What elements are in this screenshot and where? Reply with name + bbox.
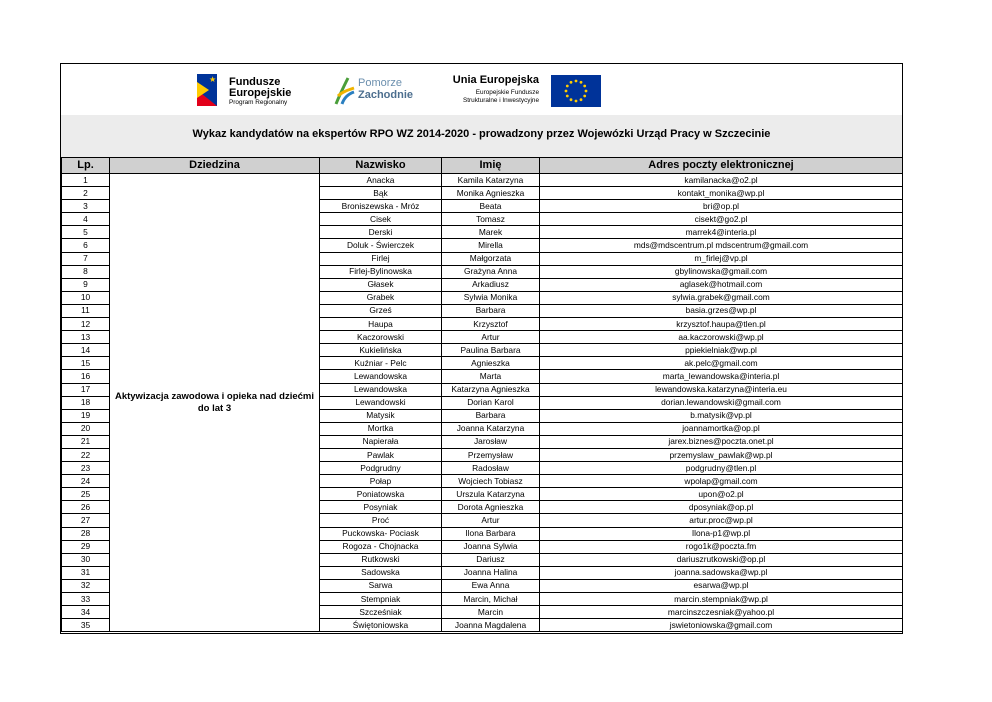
- cell-email: kontakt_monika@wp.pl: [540, 187, 903, 200]
- cell-nazwisko: Haupa: [320, 318, 442, 331]
- pz-logo-line1: Pomorze: [358, 77, 403, 89]
- logo-banner: [61, 64, 902, 116]
- cell-email: bri@op.pl: [540, 200, 903, 213]
- cell-imie: Ewa Anna: [442, 579, 540, 592]
- cell-nazwisko: Grabek: [320, 291, 442, 304]
- cell-email: joanna.sadowska@wp.pl: [540, 566, 903, 579]
- cell-lp: 1: [62, 174, 110, 187]
- cell-imie: Marcin, Michał: [442, 593, 540, 606]
- cell-nazwisko: Puckowska- Pociask: [320, 527, 442, 540]
- cell-nazwisko: Sarwa: [320, 579, 442, 592]
- header-email: Adres poczty elektronicznej: [540, 158, 903, 174]
- cell-lp: 33: [62, 593, 110, 606]
- cell-imie: Joanna Katarzyna: [442, 422, 540, 435]
- cell-lp: 16: [62, 370, 110, 383]
- cell-email: marta_lewandowska@interia.pl: [540, 370, 903, 383]
- header-imie: Imię: [442, 158, 540, 174]
- title-row: [61, 115, 902, 158]
- cell-email: krzysztof.haupa@tlen.pl: [540, 318, 903, 331]
- fundusze-europejskie-logo: [197, 72, 317, 112]
- cell-nazwisko: Lewandowski: [320, 396, 442, 409]
- cell-nazwisko: Lewandowska: [320, 383, 442, 396]
- cell-nazwisko: Rogoza - Chojnacka: [320, 540, 442, 553]
- domain-cell: Aktywizacja zawodowa i opieka nad dziećmi do lat 3: [110, 174, 320, 632]
- cell-nazwisko: Kukielińska: [320, 344, 442, 357]
- cell-nazwisko: Cisek: [320, 213, 442, 226]
- cell-email: jarex.biznes@poczta.onet.pl: [540, 435, 903, 448]
- fe-logo-line3: Program Regionalny: [229, 99, 288, 106]
- cell-lp: 26: [62, 501, 110, 514]
- cell-email: wpolap@gmail.com: [540, 475, 903, 488]
- cell-email: lewandowska.katarzyna@interia.eu: [540, 383, 903, 396]
- cell-imie: Ilona Barbara: [442, 527, 540, 540]
- cell-email: ak.pelc@gmail.com: [540, 357, 903, 370]
- cell-imie: Marta: [442, 370, 540, 383]
- cell-imie: Artur: [442, 331, 540, 344]
- cell-imie: Marek: [442, 226, 540, 239]
- cell-imie: Artur: [442, 514, 540, 527]
- cell-lp: 9: [62, 278, 110, 291]
- cell-nazwisko: Kaczorowski: [320, 331, 442, 344]
- cell-nazwisko: Świętoniowska: [320, 619, 442, 632]
- cell-imie: Sylwia Monika: [442, 291, 540, 304]
- cell-nazwisko: Matysik: [320, 409, 442, 422]
- cell-nazwisko: Głasek: [320, 278, 442, 291]
- cell-email: artur.proc@wp.pl: [540, 514, 903, 527]
- cell-lp: 27: [62, 514, 110, 527]
- fe-emblem-icon: [197, 72, 219, 108]
- cell-imie: Arkadiusz: [442, 278, 540, 291]
- cell-imie: Barbara: [442, 304, 540, 317]
- cell-nazwisko: Anacka: [320, 174, 442, 187]
- cell-lp: 22: [62, 448, 110, 461]
- cell-nazwisko: Lewandowska: [320, 370, 442, 383]
- cell-imie: Paulina Barbara: [442, 344, 540, 357]
- cell-email: przemyslaw_pawlak@wp.pl: [540, 448, 903, 461]
- cell-imie: Dorian Karol: [442, 396, 540, 409]
- cell-nazwisko: Broniszewska - Mróz: [320, 200, 442, 213]
- cell-email: mds@mdscentrum.pl mdscentrum@gmail.com: [540, 239, 903, 252]
- cell-imie: Wojciech Tobiasz: [442, 475, 540, 488]
- cell-lp: 17: [62, 383, 110, 396]
- cell-email: Ilona-p1@wp.pl: [540, 527, 903, 540]
- eu-flag-icon: [551, 75, 601, 107]
- cell-email: esarwa@wp.pl: [540, 579, 903, 592]
- cell-imie: Katarzyna Agnieszka: [442, 383, 540, 396]
- cell-imie: Joanna Halina: [442, 566, 540, 579]
- cell-imie: Przemysław: [442, 448, 540, 461]
- cell-email: aa.kaczorowski@wp.pl: [540, 331, 903, 344]
- cell-nazwisko: Proć: [320, 514, 442, 527]
- cell-imie: Joanna Magdalena: [442, 619, 540, 632]
- cell-imie: Marcin: [442, 606, 540, 619]
- cell-imie: Beata: [442, 200, 540, 213]
- cell-nazwisko: Posyniak: [320, 501, 442, 514]
- cell-nazwisko: Poniatowska: [320, 488, 442, 501]
- cell-email: upon@o2.pl: [540, 488, 903, 501]
- cell-nazwisko: Kuźniar - Pelc: [320, 357, 442, 370]
- cell-lp: 14: [62, 344, 110, 357]
- cell-email: joannamortka@op.pl: [540, 422, 903, 435]
- cell-email: ppiekielniak@wp.pl: [540, 344, 903, 357]
- cell-lp: 4: [62, 213, 110, 226]
- cell-email: marcinszczesniak@yahoo.pl: [540, 606, 903, 619]
- cell-nazwisko: Pawlak: [320, 448, 442, 461]
- cell-lp: 28: [62, 527, 110, 540]
- cell-email: kamilanacka@o2.pl: [540, 174, 903, 187]
- cell-email: podgrudny@tlen.pl: [540, 462, 903, 475]
- cell-email: gbylinowska@gmail.com: [540, 265, 903, 278]
- cell-nazwisko: Firlej: [320, 252, 442, 265]
- pz-logo-line2: Zachodnie: [358, 89, 414, 101]
- cell-lp: 29: [62, 540, 110, 553]
- cell-lp: 15: [62, 357, 110, 370]
- cell-imie: Dariusz: [442, 553, 540, 566]
- cell-nazwisko: Grześ: [320, 304, 442, 317]
- header-dziedzina: Dziedzina: [110, 158, 320, 174]
- svg-text:★: ★: [209, 75, 217, 84]
- cell-nazwisko: Podgrudny: [320, 462, 442, 475]
- cell-nazwisko: Firlej-Bylinowska: [320, 265, 442, 278]
- cell-lp: 32: [62, 579, 110, 592]
- cell-nazwisko: Napierała: [320, 435, 442, 448]
- cell-lp: 7: [62, 252, 110, 265]
- fe-logo-line1: Fundusze: [229, 76, 281, 88]
- header-nazwisko: Nazwisko: [320, 158, 442, 174]
- cell-imie: Grażyna Anna: [442, 265, 540, 278]
- cell-nazwisko: Szcześniak: [320, 606, 442, 619]
- experts-table: [61, 157, 903, 632]
- cell-lp: 3: [62, 200, 110, 213]
- pz-emblem-icon: [334, 76, 356, 106]
- cell-imie: Agnieszka: [442, 357, 540, 370]
- cell-imie: Mirella: [442, 239, 540, 252]
- cell-email: rogo1k@poczta.fm: [540, 540, 903, 553]
- cell-email: sylwia.grabek@gmail.com: [540, 291, 903, 304]
- cell-imie: Dorota Agnieszka: [442, 501, 540, 514]
- cell-imie: Monika Agnieszka: [442, 187, 540, 200]
- cell-imie: Kamila Katarzyna: [442, 174, 540, 187]
- cell-lp: 2: [62, 187, 110, 200]
- cell-lp: 21: [62, 435, 110, 448]
- cell-email: basia.grzes@wp.pl: [540, 304, 903, 317]
- cell-email: jswietoniowska@gmail.com: [540, 619, 903, 632]
- cell-email: dariuszrutkowski@op.pl: [540, 553, 903, 566]
- cell-nazwisko: Derski: [320, 226, 442, 239]
- cell-lp: 20: [62, 422, 110, 435]
- table-row: [62, 174, 903, 187]
- cell-lp: 25: [62, 488, 110, 501]
- cell-lp: 19: [62, 409, 110, 422]
- cell-imie: Krzysztof: [442, 318, 540, 331]
- ue-logo-line1: Unia Europejska: [452, 74, 539, 86]
- cell-lp: 5: [62, 226, 110, 239]
- header-lp: Lp.: [62, 158, 110, 174]
- cell-lp: 10: [62, 291, 110, 304]
- cell-nazwisko: Sadowska: [320, 566, 442, 579]
- cell-lp: 6: [62, 239, 110, 252]
- cell-nazwisko: Rutkowski: [320, 553, 442, 566]
- cell-email: b.matysik@vp.pl: [540, 409, 903, 422]
- cell-lp: 24: [62, 475, 110, 488]
- page-title: Wykaz kandydatów na ekspertów RPO WZ 2014-2020 - prowadzony przez Wojewózki Urząd Pracy w Szczecinie: [192, 128, 771, 140]
- cell-imie: Barbara: [442, 409, 540, 422]
- cell-email: cisekt@go2.pl: [540, 213, 903, 226]
- cell-nazwisko: Stempniak: [320, 593, 442, 606]
- cell-lp: 34: [62, 606, 110, 619]
- cell-imie: Radosław: [442, 462, 540, 475]
- cell-lp: 11: [62, 304, 110, 317]
- cell-nazwisko: Bąk: [320, 187, 442, 200]
- cell-email: dorian.lewandowski@gmail.com: [540, 396, 903, 409]
- cell-email: aglasek@hotmail.com: [540, 278, 903, 291]
- cell-lp: 31: [62, 566, 110, 579]
- cell-imie: Joanna Sylwia: [442, 540, 540, 553]
- cell-imie: Urszula Katarzyna: [442, 488, 540, 501]
- cell-imie: Tomasz: [442, 213, 540, 226]
- ue-logo-line3: Strukturalne i Inwestycyjne: [462, 97, 539, 104]
- cell-email: marrek4@interia.pl: [540, 226, 903, 239]
- cell-lp: 18: [62, 396, 110, 409]
- cell-nazwisko: Mortka: [320, 422, 442, 435]
- cell-lp: 23: [62, 462, 110, 475]
- cell-lp: 13: [62, 331, 110, 344]
- spreadsheet: [60, 63, 903, 634]
- cell-lp: 30: [62, 553, 110, 566]
- cell-imie: Małgorzata: [442, 252, 540, 265]
- cell-imie: Jarosław: [442, 435, 540, 448]
- cell-lp: 12: [62, 318, 110, 331]
- cell-email: marcin.stempniak@wp.pl: [540, 593, 903, 606]
- cell-email: m_firlej@vp.pl: [540, 252, 903, 265]
- table-header-row: [62, 158, 903, 174]
- cell-lp: 8: [62, 265, 110, 278]
- ue-logo-line2: Europejskie Fundusze: [475, 89, 539, 96]
- cell-email: dposyniak@op.pl: [540, 501, 903, 514]
- cell-nazwisko: Połap: [320, 475, 442, 488]
- fe-logo-line2: Europejskie: [229, 87, 292, 99]
- cell-nazwisko: Doluk - Świerczek: [320, 239, 442, 252]
- unia-europejska-logo: [441, 73, 601, 111]
- cell-lp: 35: [62, 619, 110, 632]
- pomorze-zachodnie-logo: [334, 74, 424, 110]
